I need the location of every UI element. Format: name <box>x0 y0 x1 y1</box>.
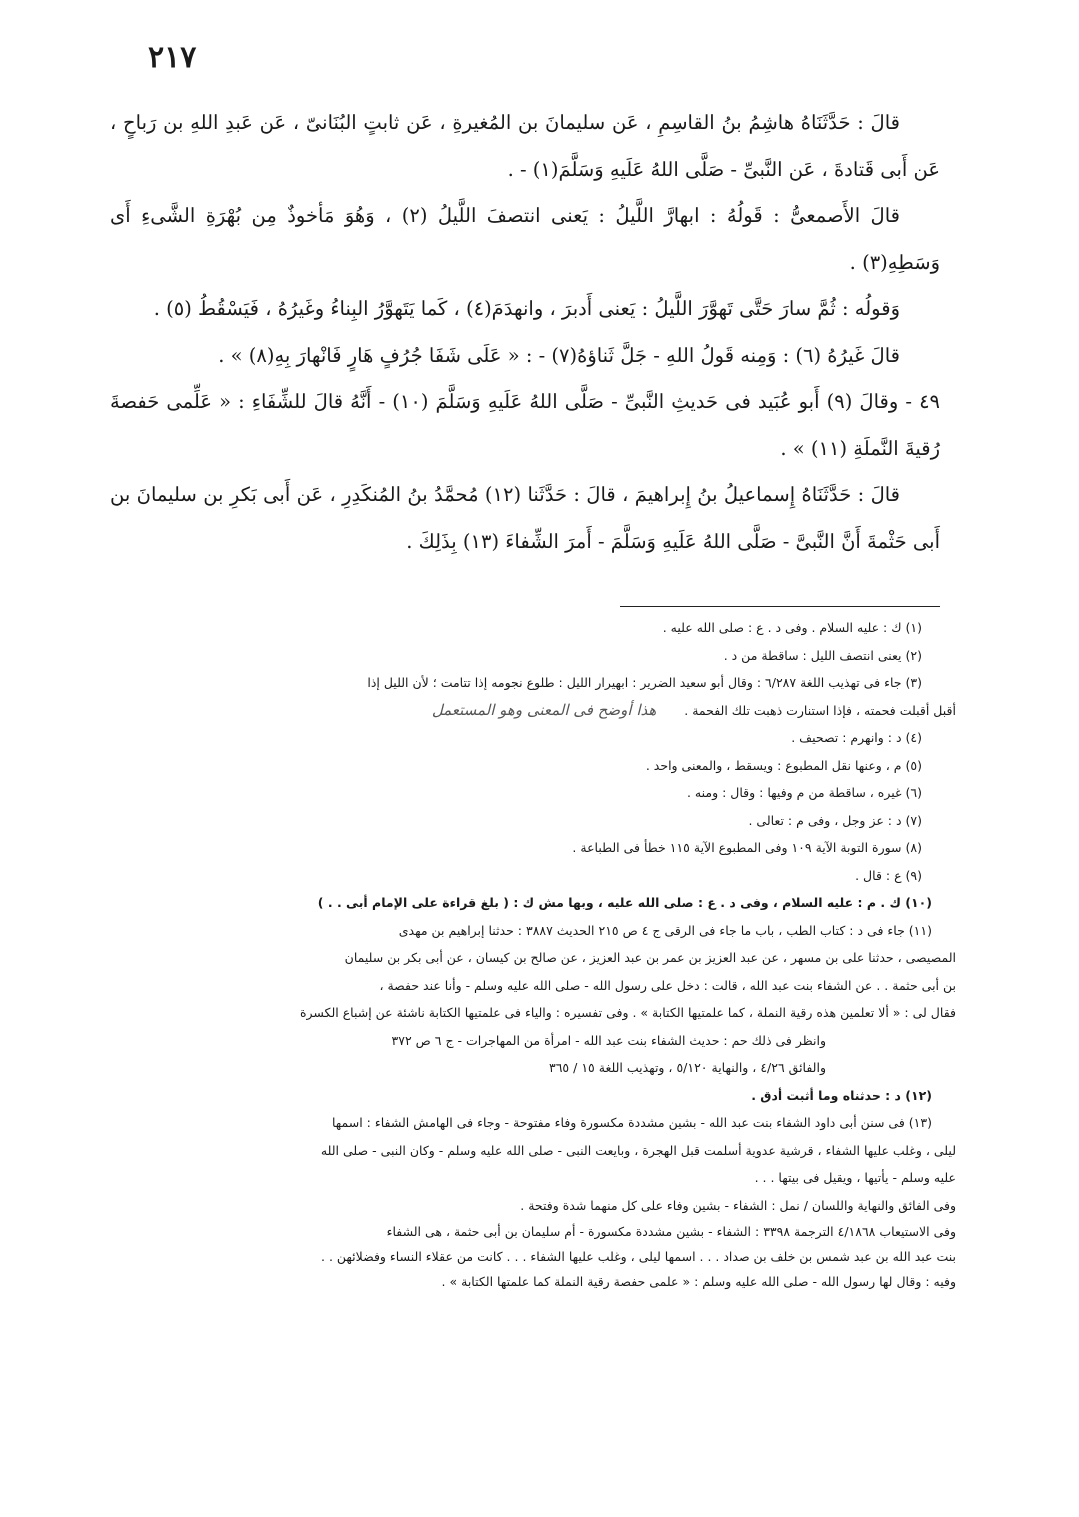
footnote: (٦) غيره ، ساقطة من م وفيها : وقال : ومنه . <box>686 785 922 800</box>
footnote: (٢) يعنى انتصف الليل : ساقطة من د . <box>723 647 922 663</box>
footnote-continuation: وفى الاستيعاب ٤/١٨٦٨ الترجمة ٣٣٩٨ : الشفاء - بشين مشددة مكسورة - أم سليمان بن أبى حثمة ، هى الشفاء <box>386 1224 956 1239</box>
footnote: (١٠) ك . م : عليه السلام ، وفى د . ع : صلى الله عليه ، وبها مش ك : ( بلغ قراءة على الإمام أبى . . ) <box>317 895 932 910</box>
footnote-continuation: وانظر فى ذلك حم : حديث الشفاء بنت عبد الله - امرأة من المهاجرات - ج ٦ ص ٣٧٢ <box>391 1032 826 1048</box>
footnotes <box>148 614 956 1294</box>
footnote-continuation: وفيه : وقال لها رسول الله - صلى الله عليه وسلم : « علمى حفصة رقية النملة كما علمتها الكتابة » . <box>441 1274 956 1289</box>
footnote-continuation <box>148 697 956 725</box>
main-text <box>110 100 940 565</box>
footnote-continuation: بنت عبد الله بن عبد شمس بن خلف بن صداد . . . اسمها ليلى ، وغلب عليها الشفاء . . . كانت من عقلاء النساء وفضلائهن . . <box>321 1249 956 1264</box>
footnote: (١٣) فى سنن أبى داود الشفاء بنت عبد الله - بشين مشددة مكسورة وفاء مفتوحة - وجاء فى الهامش الشفاء : اسمها <box>331 1115 932 1130</box>
footnote-continuation: والفائق ٤/٢٦ ، والنهاية ٥/١٢٠ ، وتهذيب اللغة ١٥ / ٣٦٥ <box>549 1060 826 1075</box>
footnote-separator <box>620 606 940 607</box>
page-number: ٢١٧ <box>148 40 197 75</box>
main-paragraph: قالَ : حَدَّثَنَاهُ إِسماعيلُ بنُ إِبراهيمَ ، قالَ : حَدَّثَنا (١٢) مُحمَّدُ بنُ المُنكَدِرِ ، عَن أَبى بَكرِ بن سليمانَ بن أَبى حَثْمةَ أَنَّ النَّبىَّ - صَلَّى اللهُ عَلَيهِ وَسَلَّمَ - أَمرَ الشِّفاءَ (١٣) بِذَلِكَ . <box>110 483 940 553</box>
footnote: (٨) سورة التوبة الآية ١٠٩ وفى المطبوع الآية ١١٥ خطأ فى الطباعة . <box>572 840 922 855</box>
footnote: (٧) د : عز وجل ، وفى م : تعالى . <box>748 812 922 828</box>
handwritten-note: هذا أوضح فى المعنى وهو المستعمل <box>431 700 657 719</box>
main-paragraph: قالَ : حَدَّثَنَاهُ هاشِمُ بنُ القاسِمِ ، عَن سليمانَ بن المُغيرةِ ، عَن ثابتٍ البُنَانىّ ، عَن عَبدِ اللهِ بن رَباحٍ ، عَن أَبى قَتادةَ ، عَن النَّبىِّ - صَلَّى اللهُ عَلَيهِ وَسَلَّمَ(١) - . <box>110 111 940 181</box>
footnote-text: أقبل أقبلت فحمته ، فإذا استنارت ذهبت تلك الفحمة . <box>684 702 956 718</box>
footnote: (٣) جاء فى تهذيب اللغة ٦/٢٨٧ : وقال أبو سعيد الضرير : ابهيرار الليل : طلوع نجومه إذا تتامت ؛ لأن الليل إذا <box>367 675 922 690</box>
footnote: (٩) ع : قال . <box>855 867 922 883</box>
footnote: (١) ك : عليه السلام . وفى د . ع : صلى الله عليه . <box>662 620 922 635</box>
footnote: (١٢) د : حدثناه وما أثبت أدق . <box>751 1087 932 1103</box>
main-paragraph: قالَ غَيرُهُ (٦) : وَمِنه قَولُ اللهِ - جَلَّ ثَناؤهُ(٧) - : « عَلَى شَفَا جُرُفٍ هَارٍ فَانْهارَ بِهِ(٨) » . <box>218 343 900 367</box>
footnote-continuation: المصيصى ، حدثنا على بن مسهر ، عن عبد العزيز بن عمر بن عبد العزيز ، عن صالح بن كيسان ، عن أبى بكر بن سليمان <box>344 950 956 965</box>
footnote-continuation: فقال لى : « ألا تعلمين هذه رقية النملة ، كما علمتيها الكتابة » . وفى تفسيره : والياء فى علمتيها الكتابة ناشئة عن إشباع الكسرة <box>299 1005 956 1020</box>
footnote-continuation: ليلى ، وغلب عليها الشفاء ، قرشية عدوية أسلمت قبل الهجرة ، وبايعت النبى - صلى الله عليه وسلم - وكان النبى - صلى الله <box>320 1142 956 1158</box>
main-paragraph: ٤٩ - وقالَ (٩) أَبو عُبَيد فى حَديثِ النَّبىِّ - صَلَّى اللهُ عَلَيهِ وَسَلَّمَ (١٠) - أَنَّهُ قالَ للشِّفَاءِ : « عَلِّمى حَفصةَ رُقيةَ النَّملَةِ (١١) » . <box>110 390 941 460</box>
footnote: (٥) م ، وعنها نقل المطبوع : ويسقط ، والمعنى واحد . <box>645 757 922 773</box>
main-paragraph: وَقولُه : ثُمَّ سارَ حَتَّى تَهوَّرَ اللَّيلُ : يَعنى أَدبرَ ، وانهدَمَ(٤) ، كَما يَتَهوَّرُ البِناءُ وغَيرُهُ ، فَيَسْقُطُ (٥) . <box>153 297 900 320</box>
footnote-continuation: بن أبى حثمة . . عن الشفاء بنت عبد الله ، قالت : دخل على رسول الله - صلى الله عليه وسلم - وأنا عند حفصة ، <box>379 977 956 993</box>
footnote-continuation: وفى الفائق والنهاية واللسان / نمل : الشفاء - بشين وفاء على كل منهما شدة وفتحة . <box>520 1197 956 1213</box>
main-paragraph: قالَ الأَصمعىُّ : قَولُهُ : ابهارَّ اللَّيلُ : يَعنى انتصفَ اللَّيلُ (٢) ، وَهُوَ مَأخوذٌ مِن بُهْرَةِ الشَّىءِ أَى وَسَطِهِ(٣) . <box>110 204 940 274</box>
footnote-continuation: عليه وسلم - يأتيها ، ويقيل فى بيتها . . . <box>754 1170 956 1185</box>
footnote: (١١) جاء فى د : كتاب الطب ، باب ما جاء فى الرقى ج ٤ ص ٢١٥ الحديث ٣٨٨٧ : حدثنا إبراهيم بن مهدى <box>398 922 932 938</box>
footnote: (٤) د : وانهرم : تصحيف . <box>791 730 922 745</box>
